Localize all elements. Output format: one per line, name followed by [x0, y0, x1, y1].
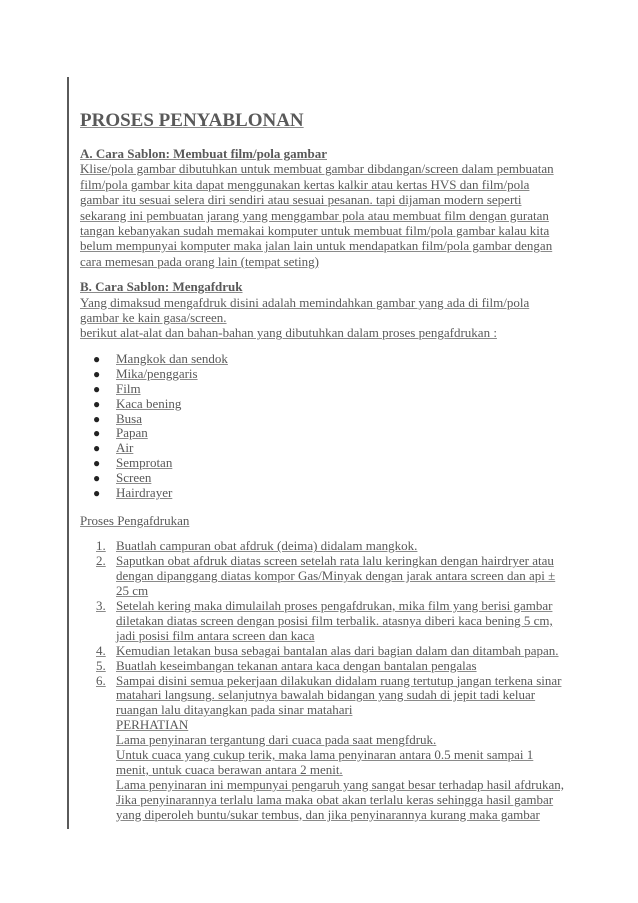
- step-line: Untuk cuaca yang cukup terik, maka lama penyinaran antara 0.5 menit sampai 1: [116, 747, 534, 763]
- step-item: [96, 554, 600, 599]
- step-line: Buatlah keseimbangan tekanan antara kaca dengan bantalan pengalas: [116, 657, 477, 673]
- step-line: Buatlah campuran obat afdruk (deima) didalam mangkok.: [116, 538, 418, 554]
- section-a-line: cara memesan pada orang lain (tempat seting): [80, 253, 319, 269]
- bullet-icon: ●: [93, 471, 101, 486]
- list-item: ● Mangkok dan sendok: [93, 350, 228, 366]
- step-line: Saputkan obat afdruk diatas screen setelah rata lalu keringkan dengan hairdryer atau: [116, 553, 554, 569]
- bullet-icon: ●: [93, 381, 101, 396]
- process-steps: [80, 539, 600, 822]
- bullet-icon: ●: [93, 411, 101, 426]
- step-number: 4.: [96, 642, 106, 658]
- step-line: 25 cm: [116, 583, 149, 599]
- bullet-icon: ●: [93, 351, 101, 366]
- section-a-line: Klise/pola gambar dibutuhkan untuk membuat gambar dibdangan/screen dalam pembuatan: [80, 161, 554, 177]
- section-a-line: belum mempunyai komputer maka jalan lain untuk mendapatkan film/pola gambar dengan: [80, 238, 553, 254]
- step-line: jadi posisi film antara screen dan kaca: [116, 627, 315, 643]
- bullet-icon: ●: [93, 456, 101, 471]
- bullet-icon: ●: [93, 396, 101, 411]
- step-item: [96, 599, 600, 644]
- step-item: [96, 659, 600, 674]
- document-title: PROSES PENYABLONAN: [80, 110, 304, 131]
- section-a-line: tangan kebanyakan sudah memakai komputer untuk membuat film/pola gambar kalau kita: [80, 223, 550, 239]
- step-number: 5.: [96, 657, 106, 673]
- step-line: Lama penyinaran tergantung dari cuaca pada saat mengfdruk.: [116, 732, 437, 748]
- step-line: Setelah kering maka dimulailah proses pengafdrukan, mika film yang berisi gambar: [116, 597, 553, 613]
- section-b-line: gambar ke kain gasa/screen.: [80, 310, 227, 326]
- section-b-line: berikut alat-alat dan bahan-bahan yang dibutuhkan dalam proses pengafdrukan :: [80, 325, 497, 341]
- bullet-icon: ●: [93, 486, 101, 501]
- page-margin-line: [67, 77, 69, 829]
- step-line: dengan dipanggang diatas kompor Gas/Minyak dengan jarak antara screen dan api ±: [116, 568, 556, 584]
- bullet-icon: ●: [93, 441, 101, 456]
- section-a-line: film/pola gambar kita dapat menggunakan kertas kalkir atau kertas HVS dan film/pola: [80, 176, 530, 192]
- list-item: ● Air: [93, 440, 134, 456]
- list-item: ● Semprotan: [93, 455, 173, 471]
- bullet-icon: ●: [93, 426, 101, 441]
- section-a-line: gambar itu sesuai selera diri sendiri atau sesuai pesanan. tapi dijaman modern seperti: [80, 192, 522, 208]
- step-line: ruangan lalu ditayangkan pada sinar matahari: [116, 702, 353, 718]
- document-page: [80, 110, 600, 823]
- section-a-body: [80, 161, 600, 269]
- step-item: [96, 674, 600, 823]
- list-item: ● Mika/penggaris: [93, 365, 198, 381]
- step-number: 3.: [96, 597, 106, 613]
- bullet-icon: ●: [93, 366, 101, 381]
- list-item: ● Film: [93, 380, 141, 396]
- step-number: 1.: [96, 538, 106, 554]
- list-item: ● Screen: [93, 470, 152, 486]
- materials-list: [80, 352, 600, 501]
- list-item: ● Hairdrayer: [93, 485, 173, 501]
- step-line: menit, untuk cuaca berawan antara 2 menit.: [116, 761, 343, 777]
- step-item: [96, 539, 600, 554]
- step-item: [96, 644, 600, 659]
- step-line: Lama penyinaran ini mempunyai pengaruh yang sangat besar terhadap hasil afdrukan,: [116, 776, 564, 792]
- step-line: yang diperoleh buntu/sukar tembus, dan jika penyinarannya kurang maka gambar: [116, 806, 540, 822]
- section-a-heading: A. Cara Sablon: Membuat film/pola gambar: [80, 146, 327, 161]
- list-item: ● Kaca bening: [93, 395, 182, 411]
- step-line: Sampai disini semua pekerjaan dilakukan didalam ruang tertutup jangan terkena sinar: [116, 672, 562, 688]
- list-item: ● Busa: [93, 410, 142, 426]
- list-item: ● Papan: [93, 425, 148, 441]
- section-b-body: [80, 295, 600, 341]
- step-line: PERHATIAN: [116, 717, 189, 733]
- section-a-line: sekarang ini pembuatan jarang yang menggambar pola atau membuat film dengan guratan: [80, 207, 549, 223]
- section-b-heading: B. Cara Sablon: Mengafdruk: [80, 279, 243, 295]
- process-title: Proses Pengafdrukan: [80, 512, 190, 528]
- step-number: 2.: [96, 553, 106, 569]
- step-line: Kemudian letakan busa sebagai bantalan alas dari bagian dalam dan ditambah papan.: [116, 642, 559, 658]
- step-line: diletakan diatas screen dengan posisi film terbalik. atasnya diberi kaca bening 5 cm,: [116, 612, 553, 628]
- section-b-line: Yang dimaksud mengafdruk disini adalah memindahkan gambar yang ada di film/pola: [80, 294, 530, 310]
- step-line: matahari langsung. selanjutnya bawalah bidangan yang sudah di jepit tadi keluar: [116, 687, 536, 703]
- step-line: Jika penyinarannya terlalu lama maka obat akan terlalu keras sehingga hasil gambar: [116, 791, 554, 807]
- step-number: 6.: [96, 672, 106, 688]
